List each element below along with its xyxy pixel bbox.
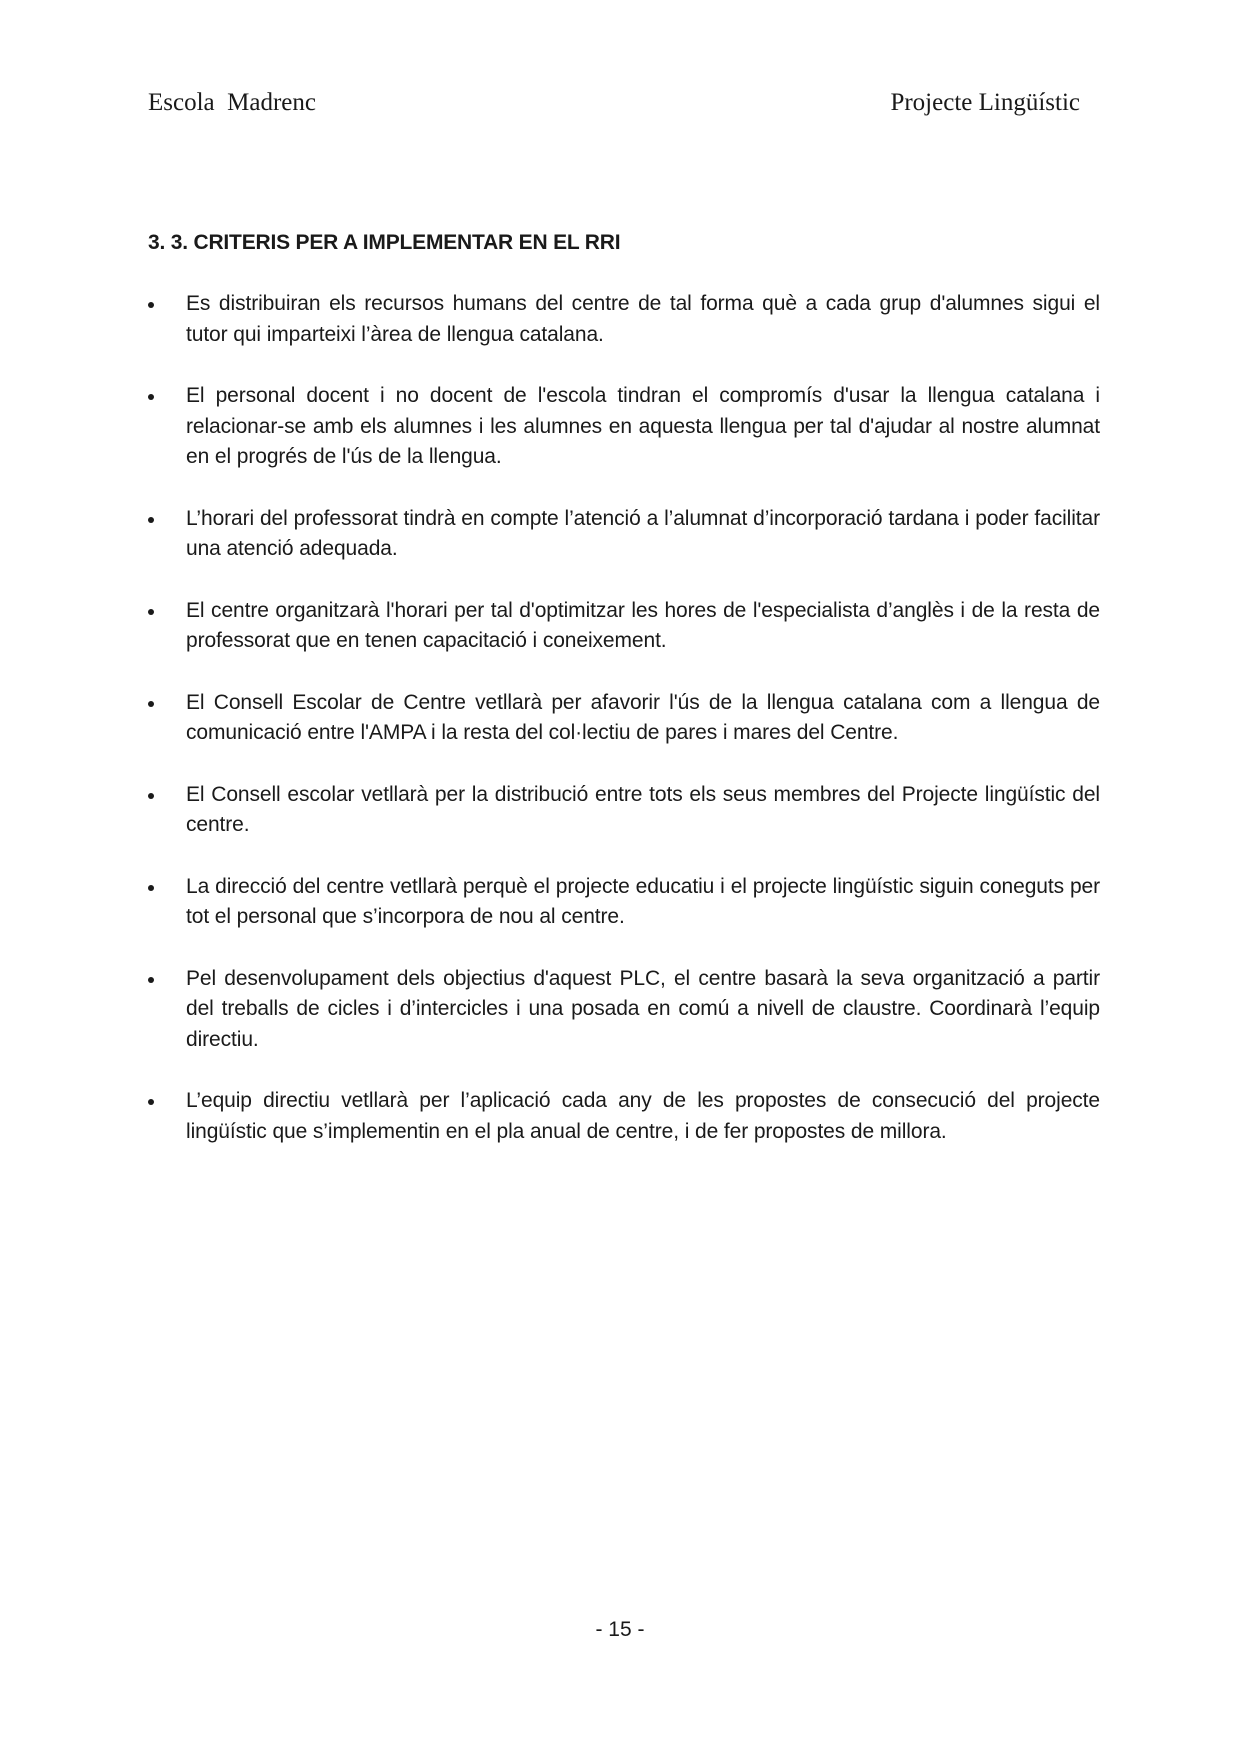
criteria-list [148, 289, 1100, 1178]
page-number: - 15 - [595, 1618, 645, 1641]
bullet-icon [148, 977, 154, 983]
bullet-icon [148, 1099, 154, 1105]
header-school-name: Escola Madrenc [148, 89, 316, 116]
list-item [148, 688, 1100, 749]
list-item [148, 596, 1100, 657]
header-document-title: Projecte Lingüístic [890, 89, 1080, 116]
list-item-text: L’equip directiu vetllarà per l’aplicació cada any de les propostes de consecució del projecte lingüístic que s’implementin en el pla anual de centre, i de fer propostes de millora. [186, 1089, 1100, 1143]
list-item [148, 1086, 1100, 1147]
list-item [148, 289, 1100, 350]
list-item-text: El centre organitzarà l'horari per tal d'optimitzar les hores de l'especialista d’anglès i de la resta de professorat que en tenen capacitació i coneixement. [186, 598, 1100, 652]
bullet-icon [148, 701, 154, 707]
bullet-icon [148, 302, 154, 308]
bullet-icon [148, 394, 154, 400]
bullet-icon [148, 793, 154, 799]
bullet-icon [148, 517, 154, 523]
list-item-text: El Consell Escolar de Centre vetllarà per afavorir l'ús de la llengua catalana com a llengua de comunicació entre l'AMPA i la resta del col·lectiu de pares i mares del Centre. [186, 690, 1100, 744]
list-item-text: Es distribuiran els recursos humans del centre de tal forma què a cada grup d'alumnes sigui el tutor qui imparteixi l’àrea de llengua catalana. [186, 292, 1100, 346]
list-item-text: L’horari del professorat tindrà en compte l’atenció a l’alumnat d’incorporació tardana i poder facilitar una atenció adequada. [186, 506, 1100, 560]
bullet-icon [148, 609, 154, 615]
list-item-text: El Consell escolar vetllarà per la distribució entre tots els seus membres del Projecte lingüístic del centre. [186, 782, 1100, 836]
list-item-text: La direcció del centre vetllarà perquè el projecte educatiu i el projecte lingüístic siguin coneguts per tot el personal que s’incorpora de nou al centre. [186, 874, 1100, 928]
list-item-text: El personal docent i no docent de l'escola tindran el compromís d'usar la llengua catalana i relacionar-se amb els alumnes i les alumnes en aquesta llengua per tal d'ajudar al nostre alumnat en el progrés de l'ús de la llengua. [186, 384, 1100, 468]
section-title: 3. 3. CRITERIS PER A IMPLEMENTAR EN EL RRI [148, 231, 621, 254]
list-item [148, 381, 1100, 473]
list-item-text: Pel desenvolupament dels objectius d'aquest PLC, el centre basarà la seva organització a partir del treballs de cicles i d’intercicles i una posada en comú a nivell de claustre. Coordinarà l’equip directiu. [186, 966, 1100, 1051]
bullet-icon [148, 885, 154, 891]
list-item [148, 504, 1100, 565]
list-item [148, 872, 1100, 933]
list-item [148, 780, 1100, 841]
list-item [148, 964, 1100, 1056]
